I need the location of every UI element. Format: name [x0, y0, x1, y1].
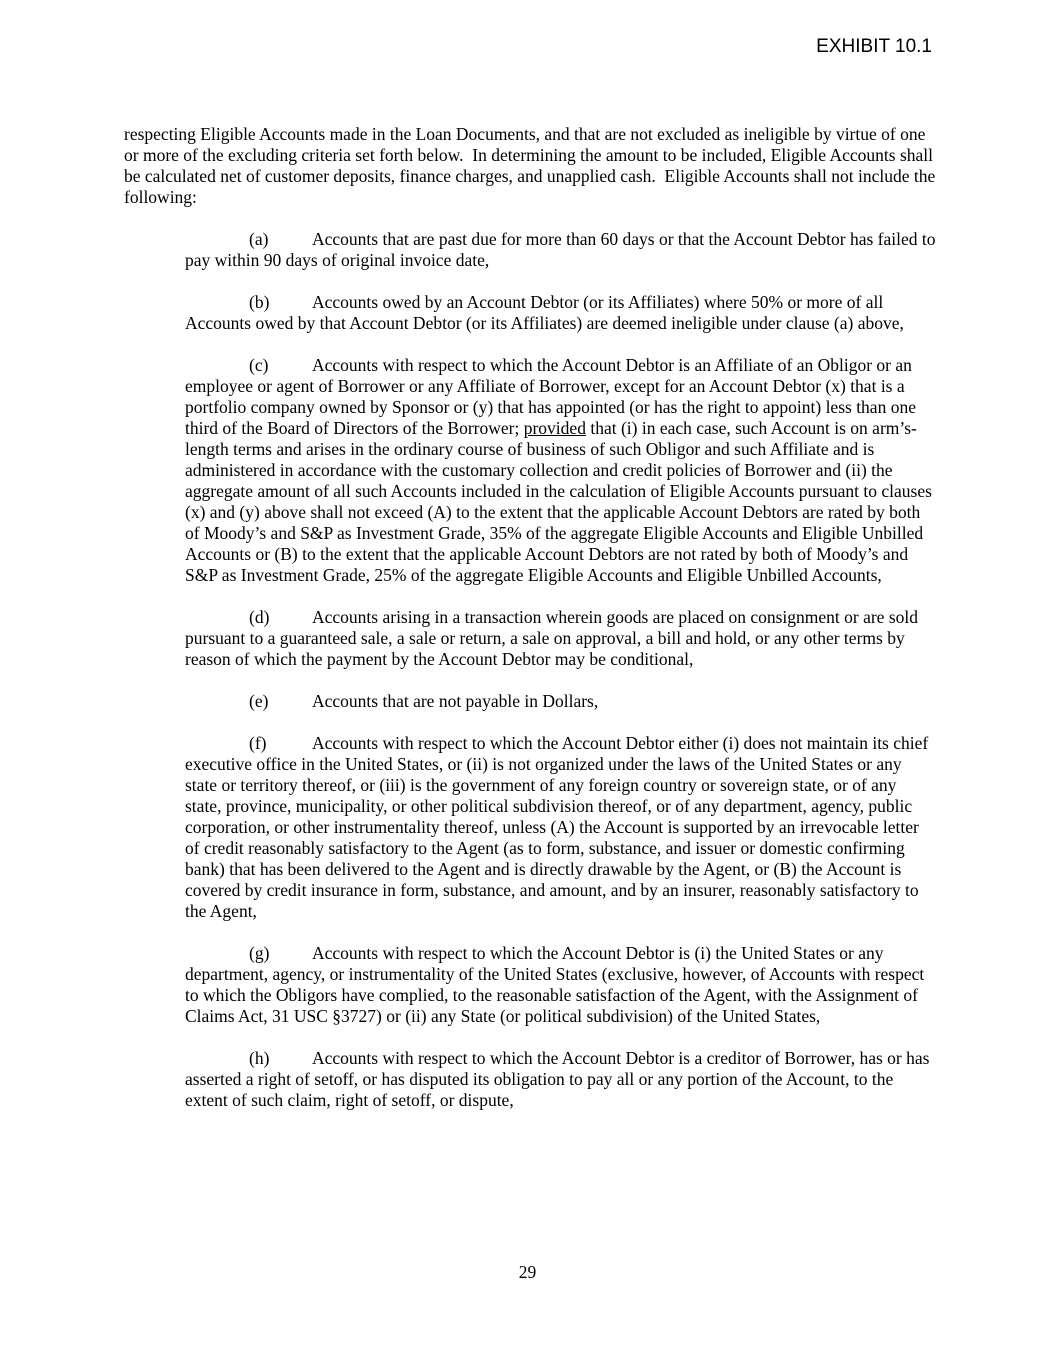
clause-f-marker: (f) [249, 733, 267, 753]
clause-g-marker: (g) [249, 943, 270, 963]
clause-h [185, 1048, 936, 1111]
clause-b-text: Accounts owed by an Account Debtor (or its Affiliates) where 50% or more of all Accounts owed by that Account Debtor (or its Affiliates) are deemed ineligible under clause (a) above, [185, 292, 904, 333]
clause-a-text: Accounts that are past due for more than 60 days or that the Account Debtor has failed to pay within 90 days of original invoice date, [185, 229, 940, 270]
clause-f-text: Accounts with respect to which the Account Debtor either (i) does not maintain its chief executive office in the United States, or (ii) is not organized under the laws of the United States or any state or territory thereof, or (iii) is the government of any foreign country or sovereign state, or of any state, province, municipality, or other political subdivision thereof, or of any department, agency, public corporation, or other instrumentality thereof, unless (A) the Account is supported by an irrevocable letter of credit reasonably satisfactory to the Agent (as to form, substance, and issuer or domestic confirming bank) that has been delivered to the Agent and is directly drawable by the Agent, or (B) the Account is covered by credit insurance in form, substance, and amount, and by an insurer, reasonably satisfactory to the Agent, [185, 733, 933, 921]
clause-e-marker: (e) [249, 691, 269, 711]
intro-paragraph: respecting Eligible Accounts made in the Loan Documents, and that are not excluded as ineligible by virtue of one or more of the excluding criteria set forth below. In determining the amount to be included, Eligible Accounts shall be calculated net of customer deposits, finance charges, and unapplied cash. Eligible Accounts shall not include the following: [124, 124, 940, 207]
clause-h-text: Accounts with respect to which the Account Debtor is a creditor of Borrower, has or has asserted a right of setoff, or has disputed its obligation to pay all or any portion of the Account, to the extent of such claim, right of setoff, or dispute, [185, 1048, 934, 1110]
clause-c-text-after: that (i) in each case, such Account is on arm’s-length terms and arises in the ordinary course of business of such Obligor and such Affiliate and is administered in accordance with the customary collection and credit policies of Borrower and (ii) the aggregate amount of all such Accounts included in the calculation of Eligible Accounts pursuant to clauses (x) and (y) above shall not exceed (A) to the extent that the applicable Account Debtors are rated by both of Moody’s and S&P as Investment Grade, 35% of the aggregate Eligible Accounts and Eligible Unbilled Accounts or (B) to the extent that the applicable Account Debtors are not rated by both of Moody’s and S&P as Investment Grade, 25% of the aggregate Eligible Accounts and Eligible Unbilled Accounts, [185, 418, 937, 585]
clause-e-text: Accounts that are not payable in Dollars, [312, 691, 599, 711]
clause-d [185, 607, 936, 670]
clause-c [185, 355, 936, 586]
clause-d-text: Accounts arising in a transaction wherein goods are placed on consignment or are sold pursuant to a guaranteed sale, a sale or return, a sale on approval, a bill and hold, or any other terms by reason of which the payment by the Account Debtor may be conditional, [185, 607, 923, 669]
document-body [124, 124, 940, 1111]
clause-f [185, 733, 936, 922]
clause-h-marker: (h) [249, 1048, 270, 1068]
clause-c-marker: (c) [249, 355, 269, 375]
page-number: 29 [518, 1262, 537, 1282]
clause-d-marker: (d) [249, 607, 270, 627]
exhibit-label: EXHIBIT 10.1 [816, 36, 932, 57]
clause-c-underlined-term: provided [523, 418, 586, 438]
clause-b-marker: (b) [249, 292, 270, 312]
clause-a [185, 229, 940, 271]
clause-e [185, 691, 936, 712]
clause-c-text-before: Accounts with respect to which the Account Debtor is an Affiliate of an Obligor or an employee or agent of Borrower or any Affiliate of Borrower, except for an Account Debtor (x) that is a portfolio company owned by Sponsor or (y) that has appointed (or has the right to appoint) less than one third of the Board of Directors of the Borrower; [185, 355, 921, 438]
clause-g [185, 943, 936, 1027]
clause-b [185, 292, 936, 334]
clause-a-marker: (a) [249, 229, 269, 249]
clause-g-text: Accounts with respect to which the Account Debtor is (i) the United States or any department, agency, or instrumentality of the United States (exclusive, however, of Accounts with respect to which the Obligors have complied, to the reasonable satisfaction of the Agent, with the Assignment of Claims Act, 31 USC §3727) or (ii) any State (or political subdivision) of the United States, [185, 943, 929, 1026]
